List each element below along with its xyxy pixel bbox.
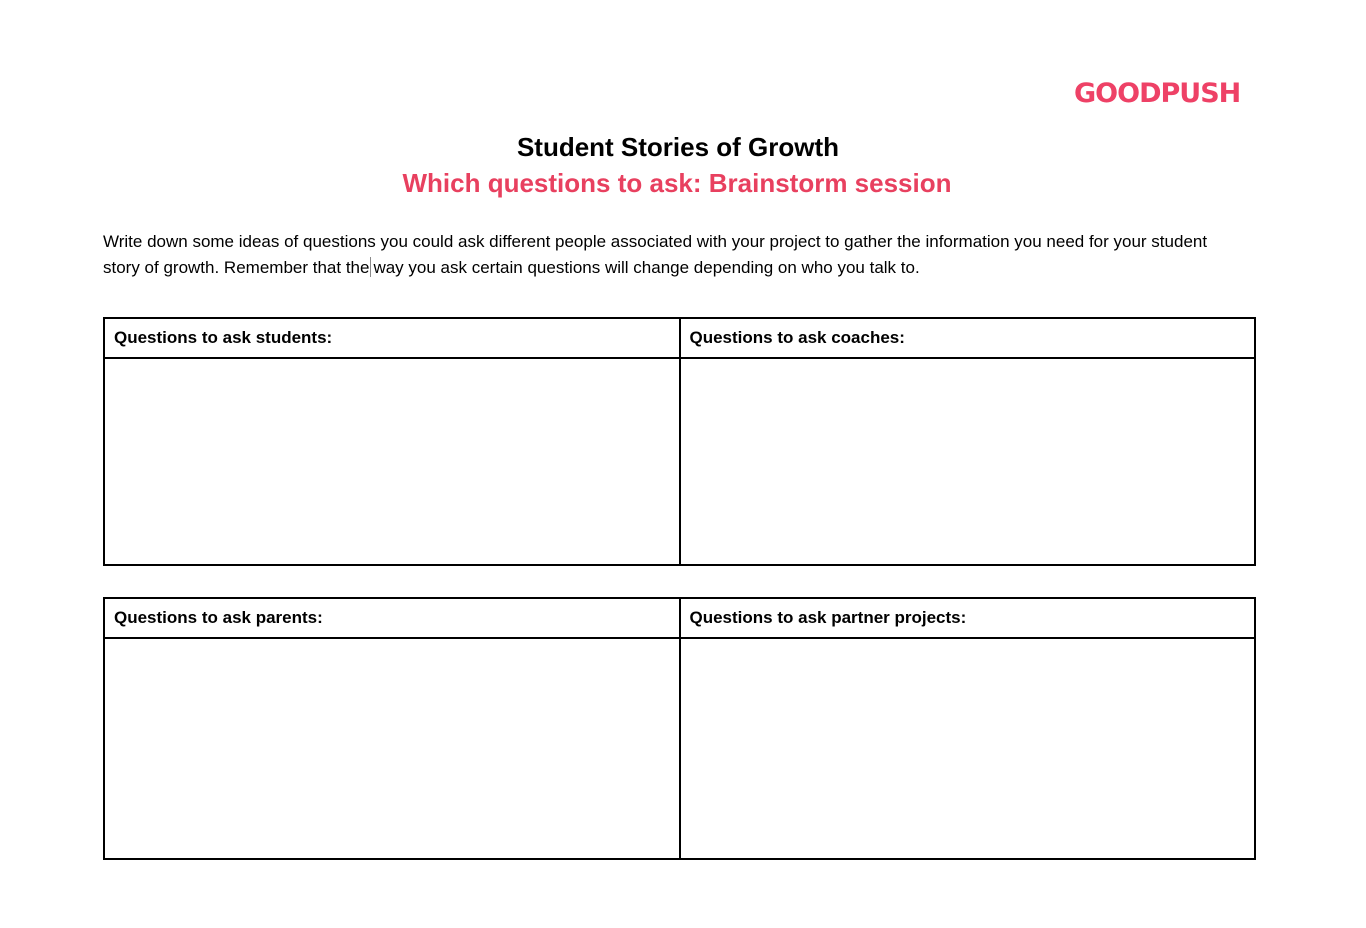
intro-text-after-cursor: way you ask certain questions will change depending on who you talk to. [373,258,920,277]
intro-text-before-cursor: Write down some ideas of questions you could ask different people associated with your project to gather the information you need for your student story of growth. Remember that the [103,232,1208,277]
answer-cell-students[interactable] [104,358,680,565]
questions-table-students-coaches [103,317,1256,566]
answer-cell-partner-projects[interactable] [680,638,1256,859]
answer-cell-coaches[interactable] [680,358,1256,565]
document-title[interactable]: Student Stories of Growth [516,132,840,162]
header-questions-students[interactable]: Questions to ask students: [104,318,680,358]
questions-table-parents-partners [103,597,1256,860]
header-questions-coaches[interactable]: Questions to ask coaches: [680,318,1256,358]
goodpush-logo: GOODPUSH [1074,78,1241,109]
header-questions-partner-projects[interactable]: Questions to ask partner projects: [680,598,1256,638]
intro-paragraph[interactable] [103,229,1243,281]
text-cursor [370,257,371,277]
header-questions-parents[interactable]: Questions to ask parents: [104,598,680,638]
answer-cell-parents[interactable] [104,638,680,859]
document-subtitle[interactable]: Which questions to ask: Brainstorm session [402,168,952,198]
